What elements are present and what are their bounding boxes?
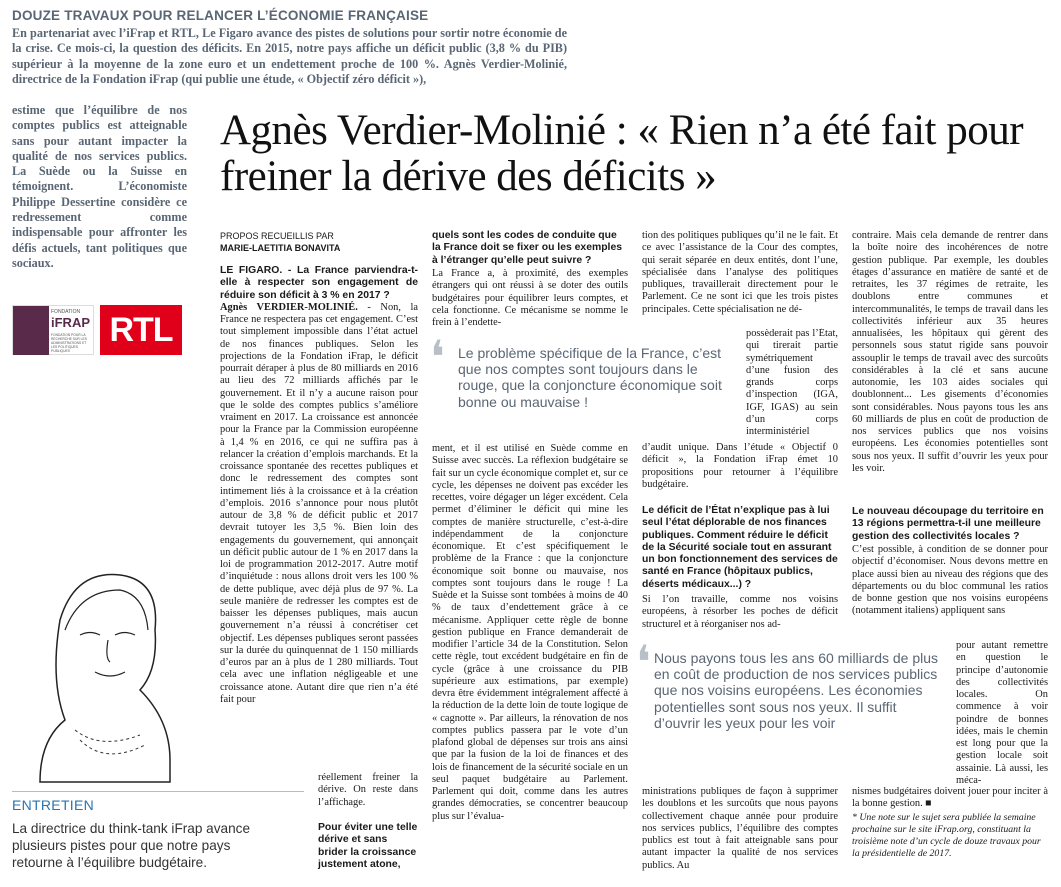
byline-author: MARIE-LAETITIA BONAVITA xyxy=(220,243,341,253)
kicker: DOUZE TRAVAUX POUR RELANCER L’ÉCONOMIE FRANÇAISE xyxy=(12,8,429,23)
question-2-cont: quels sont les codes de conduite que la France doit se fixer ou les exemples à l’étranger qu’elle peut suivre ? xyxy=(432,230,622,266)
pull-quote-1-text: Le problème spécifique de la France, c’est que nos comptes sont toujours dans le rouge, que la conjoncture économique soit bonne ou mauvaise ! xyxy=(458,345,722,410)
column-2-top: La France a, à proximité, des exemples étrangers qui ont réussi à se doter des outils budgétaires pour équilibrer leurs comptes, et cela fonctionne. Ce mécanisme se nomme le frein à l’endette- xyxy=(432,268,628,328)
column-3-top: tion des politiques publiques qu’il ne le fait. Et ce avec l’assistance de la Cour des comptes, qui serait séparée en deux entités, dont l’une, spécialisée dans l’analyse des politiques publiques, travaillerait directement pour le Parlement. Ce ne sont ici que les trois pistes principales. Cette spécialisation ne dé- xyxy=(642,230,838,315)
rtl-logo: RTL xyxy=(100,305,182,355)
answer-4-end: nismes budgétaires doivent jouer pour inciter à la bonne gestion. ■ xyxy=(852,786,1048,810)
answer-4: C’est possible, à condition de se donner pour objectif d’économiser. Nous devons mettre en place aussi bien au niveau des régions que des départements ou du bloc communal les ratios de bonne gestion que nos voisins européens (notamment italiens) appliquent sans xyxy=(852,544,1048,617)
column-1-tail: réellement freiner la dérive. On reste dans l’affichage. xyxy=(318,772,418,808)
answer-4-narrow: pour autant remettre en question le principe d’autonomie des collectivités locales. On commence à voir poindre de bonnes idées, mais le chemin est long pour que la gestion locale soit assainie. Là aussi, les méca- xyxy=(956,640,1048,786)
column-3-bottom: ministrations publiques de façon à supprimer les doublons et les surcoûts que nous payons collectivement chaque année pour produire nos services publics, l’équilibre des comptes publics est tout à fait atteignable sans pour autant impacter la qualité de nos services publics. Au xyxy=(642,786,838,871)
quote-mark-icon: ❛ xyxy=(430,332,445,383)
intro-paragraph-cont: estime que l’équilibre de nos comptes publics est atteignable sans pour autant impacter la qualité de nos services publics. La Suède ou la Suisse en témoignent. L’économiste Philippe Dessertine considère ce redressement comme indispensable pour affronter les défis actuels, tant politiques que sociaux. xyxy=(12,103,187,270)
ifrap-logo-name: iFRAP xyxy=(51,315,90,330)
section-description: La directrice du think-tank iFrap avance plusieurs pistes pour que notre pays retourne à l’équilibre budgétaire. xyxy=(12,821,251,870)
question-4: Le nouveau découpage du territoire en 13 régions permettra-t-il une meilleure gestion des collectivités locales ? xyxy=(852,506,1044,542)
question-3: Le déficit de l’État n’explique pas à lui seul l’état déplorable de nos finances publiques. Comment réduire le déficit de la Sécurité sociale tout en assurant un bon fonctionnement des services de santé en France (hôpitaux publics, déserts médicaux...) ? xyxy=(642,505,838,590)
portrait-illustration xyxy=(20,560,190,785)
pull-quote-2-text: Nous payons tous les ans 60 milliards de plus en coût de production de nos services publics que nos voisins européens. Les économies potentielles sont sous nos yeux. Il suffit d’ouvrir les yeux pour les voir xyxy=(654,650,939,731)
column-2-bottom: ment, et il est utilisé en Suède comme en Suisse avec succès. La réflexion budgétaire se fait sur un cycle économique complet et, sur ce cycle, les dépenses ne doivent pas excéder les recettes, voire dégager un léger excédent. Cela permet d’éliminer le déficit qui mine les comptes de manière structurelle, c’est-à-dire indépendamment de la conjoncture économique. Et c’est spécifiquement le problème de la France : que la conjoncture économique soit bonne ou mauvaise, nos comptes sont toujours dans le rouge ! La Suède et la Suisse sont tombées à moins de 40 % de taux d’endettement grâce à ce mécanisme. Appliquer cette règle de bonne gestion publique en France demanderait de modifier l’article 34 de la Constitution. Selon cette règle, tout excédent budgétaire en fin de cycle (grâce à une croissance du PIB supérieure aux estimations, par exemple) devra être évidemment intégralement affecté à la réduction de la dette loin de toute logique de « cagnotte ». Par ailleurs, la rénovation de nos comptes publics passera par le vote d’un plafond global de dépenses sur trois ans ainsi que par la fusion de la loi de finances et des lois de financement de la sécurité sociale en un seul paquet budgétaire au Parlement. Parlement qui doit, comme dans les autres grandes démocraties, se concentrer beaucoup plus sur l’évalua- xyxy=(432,443,628,822)
column-4-top: contraire. Mais cela demande de rentrer dans la boîte noire des incohérences de notre gestion publique. Par exemple, les doubles étages d’assurance en matière de santé et de retraites, les 37 régimes de retraite, les doublons entre communes et intercommunalités, le temps de travail dans les collectivités inférieur aux 35 heures annualisées, les hôpitaux qui gèrent des personnels sous statut rigide sans pouvoir assouplir le temps de travail avec des surcoûts considérables à la clé et sans aucune autonomie, les 103 aides sociales qui doublonnent... Les gisements d’économies sont considérables. Nous payons tous les ans 60 milliards de plus en coût de production de nos services publics que nos voisins européens. Les économies potentielles sont sous nos yeux. Il suffit d’ouvrir les yeux pour les voir. xyxy=(852,230,1048,474)
question-1: LE FIGARO. - La France parviendra-t-elle à respecter son engagement de réduire son déficit à 3 % en 2017 ? xyxy=(220,265,418,301)
column-3-narrow: possèderait pas l’État, qui tirerait partie symétriquement d’une fusion des grands corps d’inspection (IGA, IGF, IGAS) au sein d’un corps interministériel xyxy=(746,328,838,437)
answer-speaker: Agnès VERDIER-MOLINIÉ. xyxy=(220,301,358,313)
footnote: * Une note sur le sujet sera publiée la semaine prochaine sur le site iFrap.org, constituant la troisième note d’un cycle de douze travaux pour la présidentielle de 2017. xyxy=(852,812,1041,859)
ifrap-logo xyxy=(12,305,94,355)
answer-1: - Non, la France ne respectera pas cet engagement. C’est tout simplement impossible dans l’état actuel de nos finances publiques. Selon les projections de la Fondation iFrap, le déficit pourrait déraper à plus de 80 milliards en 2016 au lieu des 72 milliards affichés par le gouvernement. Et il n’y a aucune raison pour que le solde des comptes publics s’améliore vraiment en 2017. La croissance est annoncée pour la France par la Commission européenne à 1,4 % en 2016, ce qui ne suffira pas à relancer la création d’emplois marchands. Et la croissance spontanée des recettes publiques et donc le redressement des comptes sont intimement liés à la croissance et à la création d’emplois. 2016 s’annonce pour nous plutôt autour de 3,8 % de déficit public et 2017 devrait tutoyer les 3,5 %. Bien loin des engagements du gouvernement, qui annonçait un déficit public autour de 1 % en 2017 dans la loi de programmation 2012-2017. Autre motif d’inquiétude : nous allons droit vers les 100 % de dette publique, avec déjà plus de 97 %. La seule manière de redresser les comptes est de baisser les dépenses publiques, mais aucun gouvernement n’a réussi à concrétiser cet objectif. Les dépenses publiques seront passées sur la durée du quinquennat de 1 150 milliards d’euros par an à plus de 1 280 milliards. Tout cela avec une inflation négligeable et une croissance atone. Autant dire que rien n’a été fait pour xyxy=(220,301,418,705)
question-2: Pour éviter une telle dérive et sans brider la croissance justement atone, xyxy=(318,822,418,870)
byline xyxy=(220,230,420,254)
headline: Agnès Verdier-Molinié : « Rien n’a été fait pour freiner la dérive des déficits » xyxy=(220,107,1024,200)
column-3-mid: d’audit unique. Dans l’étude « Objectif 0 déficit », la Fondation iFrap émet 10 propositions pour retourner à l’équilibre budgétaire. xyxy=(642,442,838,490)
pull-quote-2 xyxy=(636,637,942,731)
column-1 xyxy=(220,265,418,785)
ifrap-logo-sub: FONDATION POUR LA RECHERCHE SUR LES ADMINISTRATIONS ET LES POLITIQUES PUBLIQUES xyxy=(51,333,87,353)
intro-paragraph: En partenariat avec l’iFrap et RTL, Le Figaro avance des pistes de solutions pour sortir notre économie de la crise. Ce mois-ci, la question des déficits. En 2015, notre pays affiche un déficit public (3,8 % du PIB) supérieur à la moyenne de la zone euro et un endettement proche de 100 %. Agnès Verdier-Molinié, directrice de la Fondation iFrap (qui publie une étude, « Objectif zéro déficit »), xyxy=(12,26,567,86)
pull-quote-1 xyxy=(430,332,722,410)
byline-label: PROPOS RECUEILLIS PAR xyxy=(220,231,334,241)
divider xyxy=(12,791,304,792)
section-label: ENTRETIEN xyxy=(12,797,95,813)
quote-mark-icon: ❛ xyxy=(636,637,651,688)
ifrap-logo-top: FONDATION xyxy=(51,309,81,315)
answer-3: Si l’on travaille, comme nos voisins européens, à résorber les poches de déficit structurel et à réorganiser nos ad- xyxy=(642,594,838,630)
